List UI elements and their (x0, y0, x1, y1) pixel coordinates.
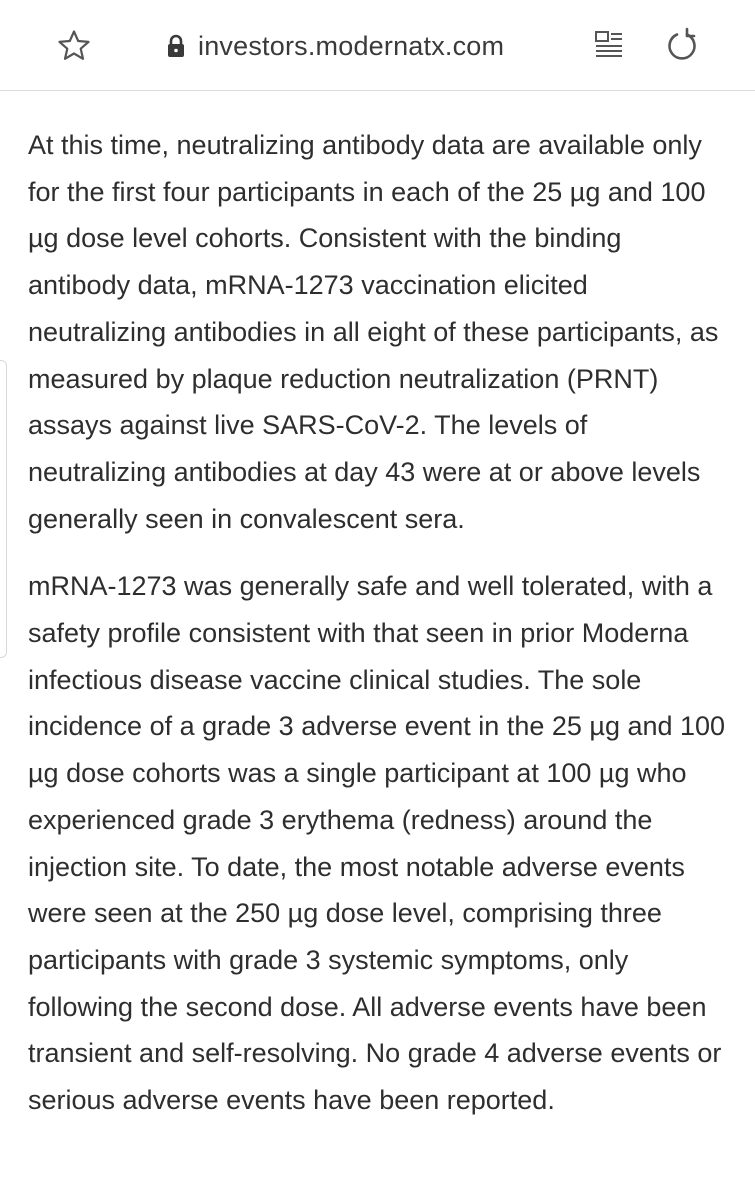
article-body (28, 122, 728, 1124)
url-text: investors.modernatx.com (198, 30, 505, 61)
side-panel-handle[interactable] (0, 360, 7, 658)
article-paragraph: mRNA-1273 was generally safe and well tolerated, with a safety profile consistent with that seen in prior Moderna infectious disease vaccine clinical studies. The sole incidence of a grade 3 adverse event in the 25 µg and 100 µg dose cohorts was a single participant at 100 µg who experienced grade 3 erythema (redness) around the injection site. To date, the most notable adverse events were seen at the 250 µg dose level, comprising three participants with grade 3 systemic symptoms, only following the second dose. All adverse events have been transient and self-resolving. No grade 4 adverse events or serious adverse events have been reported. (28, 571, 726, 1116)
lock-icon (166, 34, 186, 58)
bookmark-star-icon[interactable] (56, 28, 92, 64)
reader-mode-icon[interactable] (592, 28, 626, 62)
article-paragraph: At this time, neutralizing antibody data are available only for the first four participants in each of the 25 µg and 100 µg dose level cohorts. Consistent with the binding antibody data, mRNA-1273 vaccination elicited neutralizing antibodies in all eight of these participants, as measured by plaque reduction neutralization (PRNT) assays against live SARS-CoV-2. The levels of neutralizing antibodies at day 43 were at or above levels generally seen in convalescent sera. (28, 130, 719, 534)
browser-toolbar (0, 0, 755, 91)
address-bar[interactable] (166, 26, 504, 66)
reload-icon[interactable] (664, 26, 700, 64)
